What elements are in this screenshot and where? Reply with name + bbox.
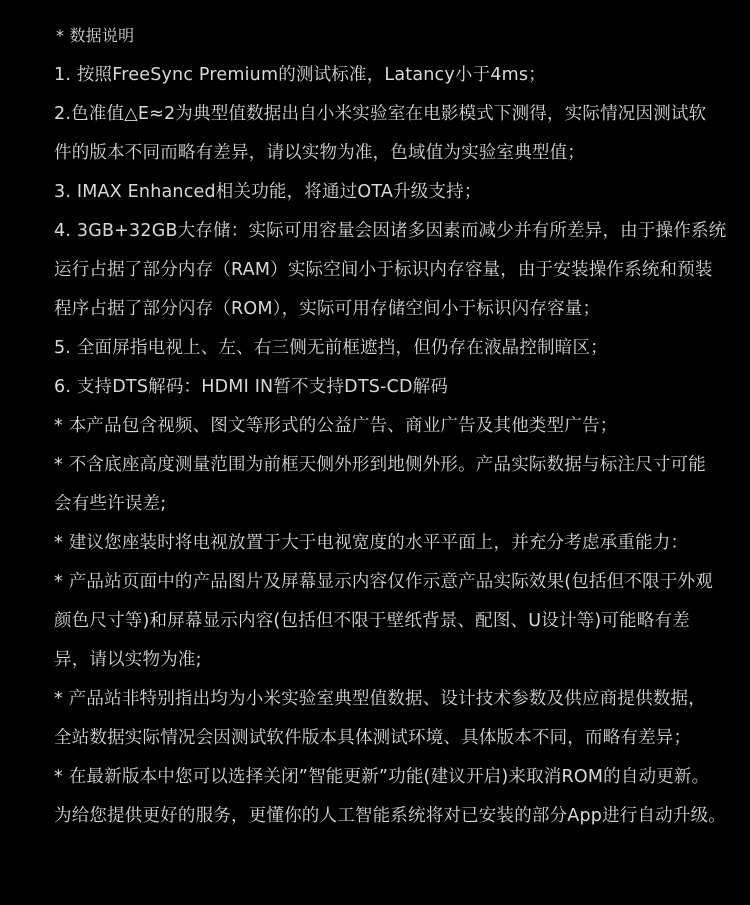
note-line: * 产品站非特别指出均为小米实验室典型值数据、设计技术参数及供应商提供数据， xyxy=(54,689,706,709)
note-line: * 建议您座装时将电视放置于大于电视宽度的水平平面上，并充分考虑承重能力： xyxy=(54,533,689,553)
note-line: * 本产品包含视频、图文等形式的公益广告、商业广告及其他类型广告； xyxy=(54,416,618,436)
note-line: * 产品站页面中的产品图片及屏幕显示内容仅作示意产品实际效果(包括但不限于外观 xyxy=(54,572,713,592)
note-line: 6. 支持DTS解码：HDMI IN暂不支持DTS-CD解码 xyxy=(54,377,449,397)
note-line: 件的版本不同而略有差异，请以实物为准，色域值为实验室典型值； xyxy=(54,143,585,163)
note-line: 1. 按照FreeSync Premium的测试标准，Latancy小于4ms； xyxy=(54,65,546,85)
note-line: * 在最新版本中您可以选择关闭”智能更新”功能(建议开启)来取消ROM的自动更新。 xyxy=(54,767,710,787)
note-line: 4. 3GB+32GB大存储：实际可用容量会因诸多因素而减少并有所差异，由于操作系统 xyxy=(54,221,727,241)
note-line: * 不含底座高度测量范围为前框天侧外形到地侧外形。产品实际数据与标注尺寸可能 xyxy=(54,455,706,475)
note-line: 运行占据了部分内存（RAM）实际空间小于标识内存容量，由于安装操作系统和预装 xyxy=(54,260,713,280)
note-line: 5. 全面屏指电视上、左、右三侧无前框遮挡，但仍存在液晶控制暗区； xyxy=(54,338,608,358)
note-line: 颜色尺寸等)和屏幕显示内容(包括但不限于壁纸背景、配图、U设计等)可能略有差 xyxy=(54,611,690,631)
note-line: 异，请以实物为准; xyxy=(54,650,202,670)
note-line: 会有些许误差; xyxy=(54,494,167,514)
note-line: 为给您提供更好的服务，更懂你的人工智能系统将对已安装的部分App进行自动升级。 xyxy=(54,806,726,826)
note-line: 全站数据实际情况会因测试软件版本具体测试环境、具体版本不同，而略有差异； xyxy=(54,728,692,748)
note-line: 2.色准值△E≈2为典型值数据出自小米实验室在电影模式下测得，实际情况因测试软 xyxy=(54,104,707,124)
notes-heading: * 数据说明 xyxy=(56,26,135,45)
note-line: 3. IMAX Enhanced相关功能，将通过OTA升级支持； xyxy=(54,182,482,202)
note-line: 程序占据了部分闪存（ROM），实际可用存储空间小于标识闪存容量； xyxy=(54,299,601,319)
